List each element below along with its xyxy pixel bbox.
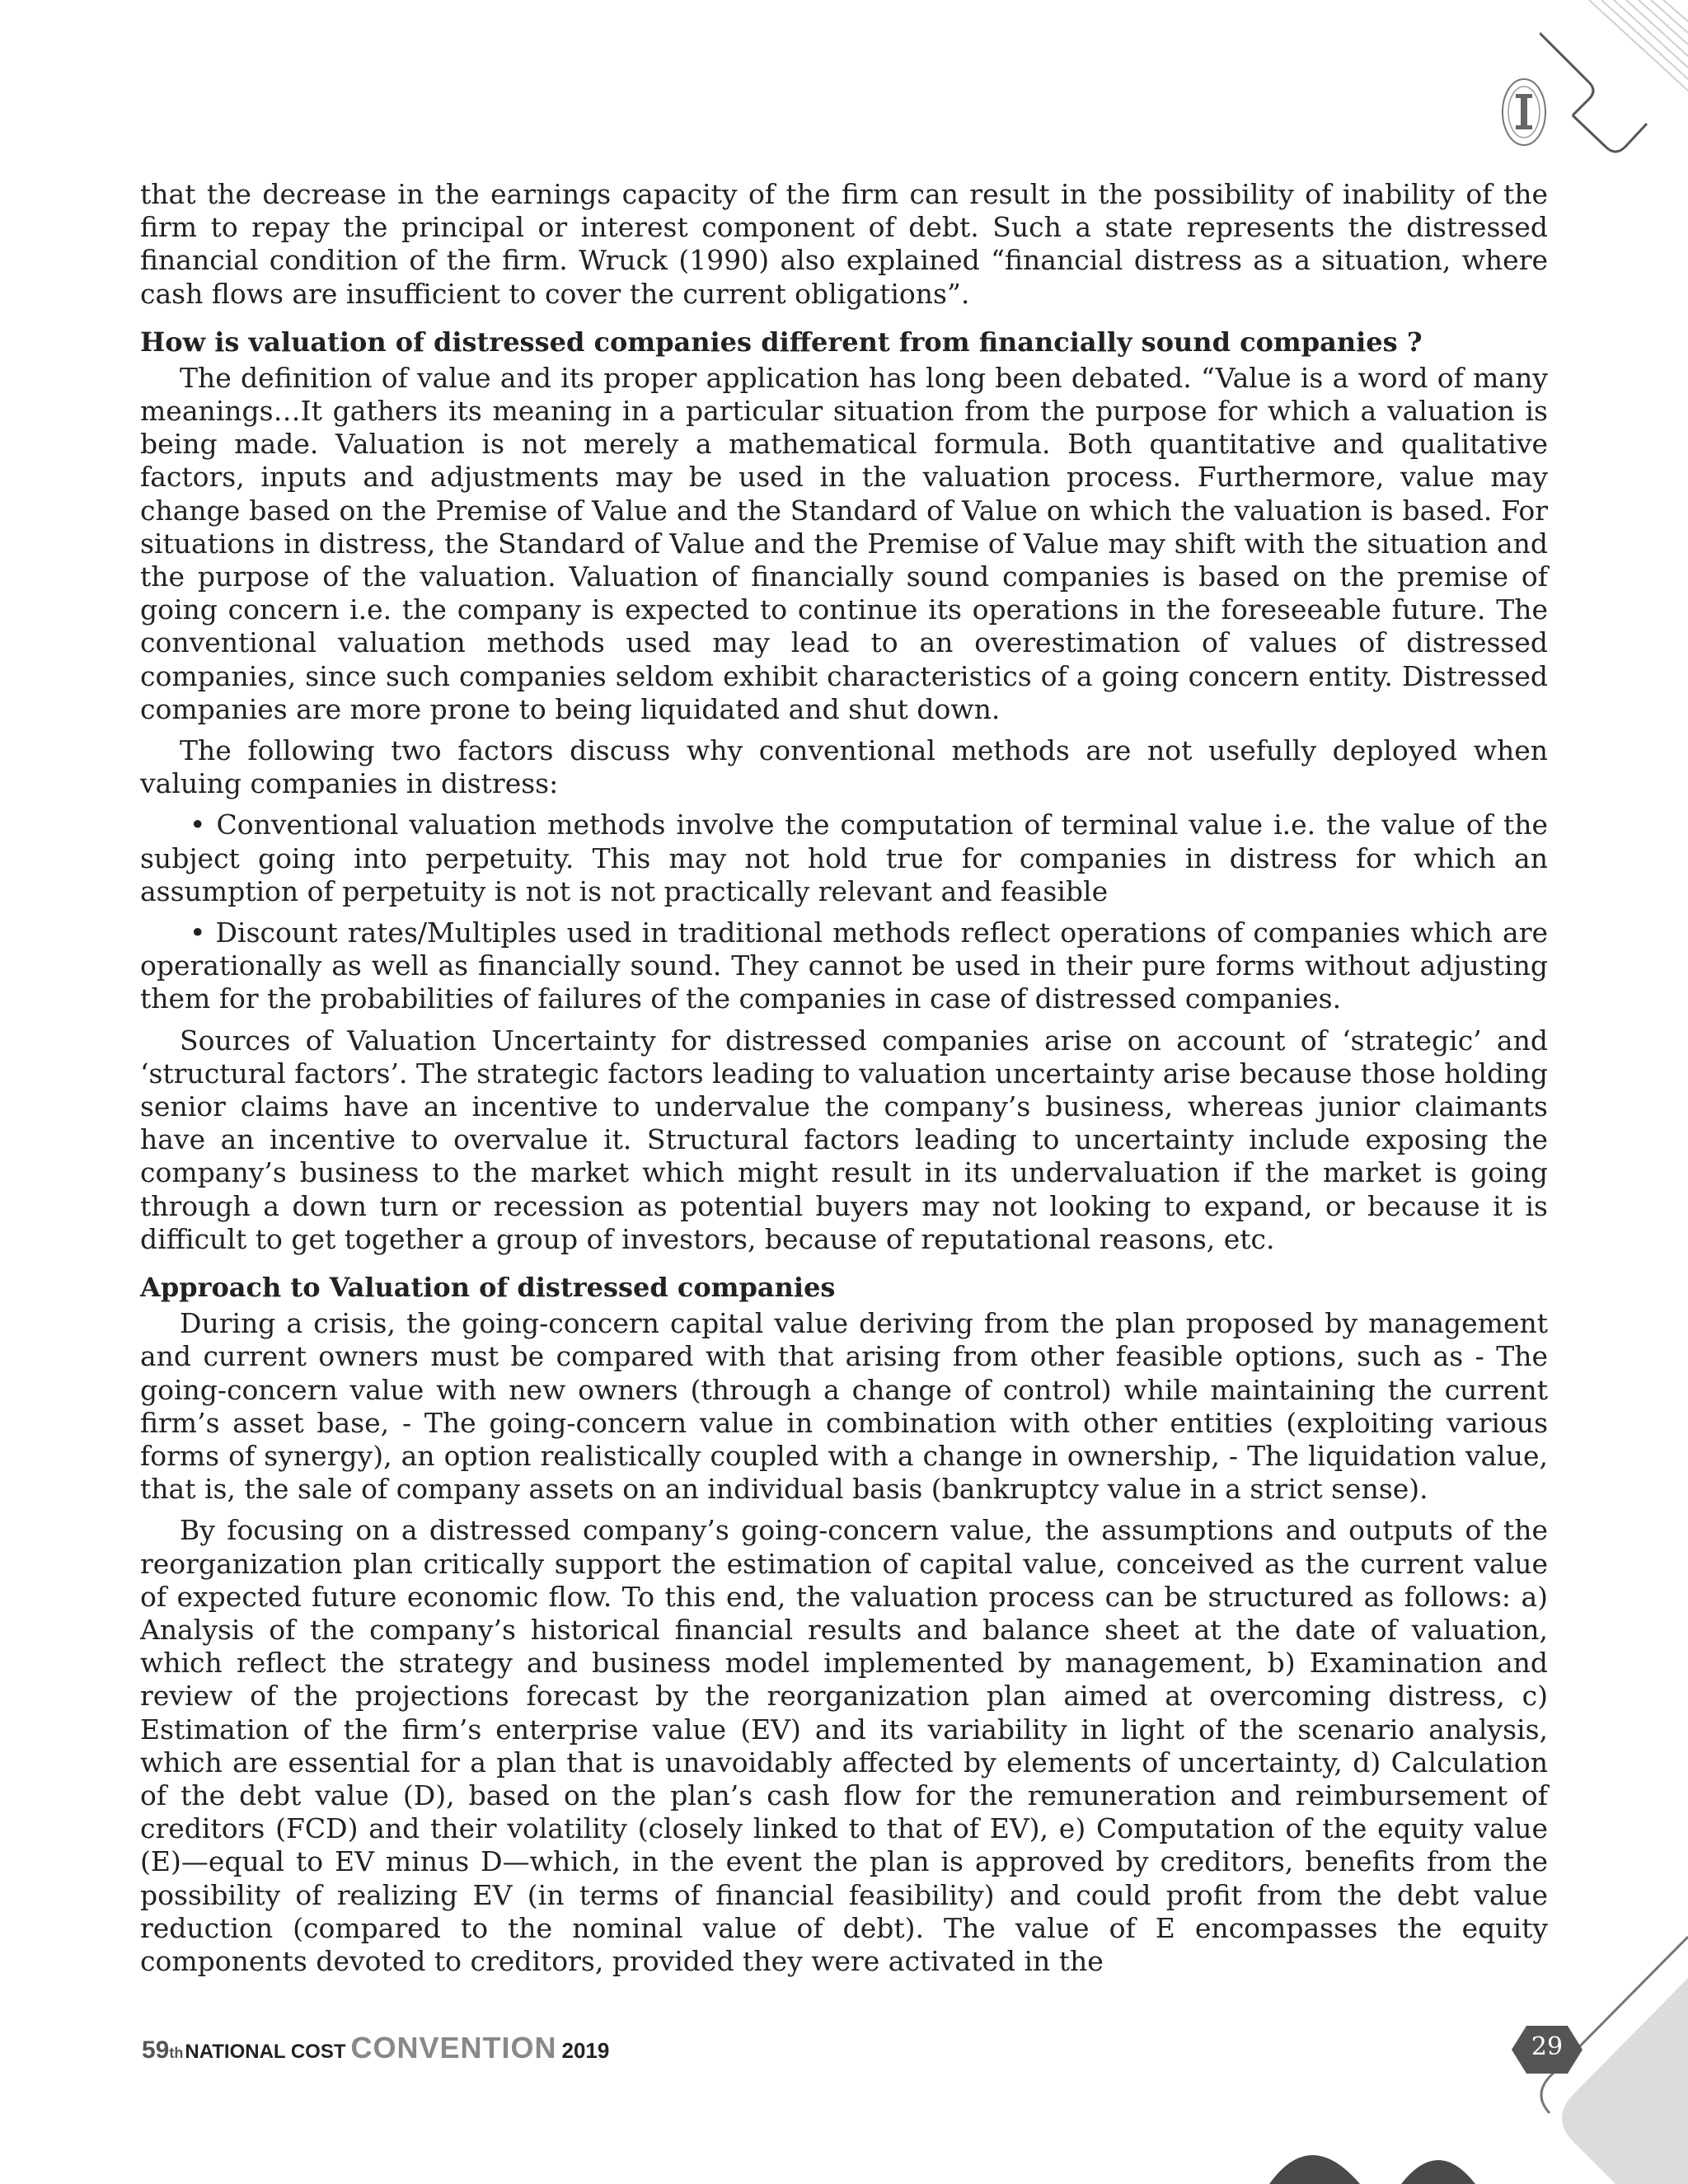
- paragraph-valuation-uncertainty: Sources of Valuation Uncertainty for distressed companies arise on account of ‘strategic’ and ‘structural factors’. The strategic factors leading to valuation uncertainty arise because those holding senior claims have an incentive to undervalue the company’s business, whereas junior claimants have an incentive to overvalue it. Structural factors leading to uncertainty include exposing the company’s business to the market which might result in its undervaluation if the market is going through a down turn or recession as potential buyers may not looking to expand, or because it is difficult to get together a group of investors, because of reputational reasons, etc.: [140, 1024, 1548, 1255]
- edition-suffix: th: [169, 2045, 184, 2061]
- paragraph-definition-of-value: The definition of value and its proper application has long been debated. “Value is a word of many meanings…It gathers its meaning in a particular situation from the purpose for which a valuation is being made. Valuation is not merely a mathematical formula. Both quantitative and qualitative factors, inputs and adjustments may be used in the valuation process. Furthermore, value may change based on the Premise of Value and the Standard of Value on which the valuation is based. For situations in distress, the Standard of Value and the Premise of Value may shift with the situation and the purpose of the valuation. Valuation of financially sound companies is based on the premise of going concern i.e. the company is expected to continue its operations in the foreseeable future. The conventional valuation methods used may lead to an overestimation of values of distressed companies, since such companies seldom exhibit characteristics of a going concern entity. Distressed companies are more prone to being liquidated and shut down.: [140, 361, 1548, 725]
- article-body: [140, 178, 1548, 1986]
- convention-label: CONVENTION: [350, 2031, 557, 2064]
- bullet-discount-rates: • Discount rates/Multiples used in traditional methods reflect operations of companies which are operationally as well as financially sound. They cannot be used in their pure forms without adjusting them for the probabilities of failures of the companies in case of distressed companies.: [140, 916, 1548, 1015]
- edition-number: 59: [142, 2036, 170, 2064]
- institute-seal-icon: [1498, 74, 1550, 157]
- national-cost-label: NATIONAL COST: [185, 2041, 346, 2063]
- paragraph-valuation-process: By focusing on a distressed company’s going-concern value, the assumptions and outputs of the reorganization plan critically support the estimation of capital value, conceived as the current value of expected future economic flow. To this end, the valuation process can be structured as follows: a) Analysis of the company’s historical financial results and balance sheet at the date of valuation, which reflect the strategy and business model implemented by management, b) Examination and review of the projections forecast by the reorganization plan aimed at overcoming distress, c) Estimation of the firm’s enterprise value (EV) and its variability in light of the scenario analysis, which are essential for a plan that is unavoidably affected by elements of uncertainty, d) Calculation of the debt value (D), based on the plan’s cash flow for the remuneration and reimbursement of creditors (FCD) and their volatility (closely linked to that of EV), e) Computation of the equity value (E)—equal to EV minus D—which, in the event the plan is approved by creditors, benefits from the possibility of realizing EV (in terms of financial feasibility) and could profit from the debt value reduction (compared to the nominal value of debt). The value of E encompasses the equity components devoted to creditors, provided they were activated in the: [140, 1514, 1548, 1977]
- bullet-terminal-value: • Conventional valuation methods involve the computation of terminal value i.e. the value of the subject going into perpetuity. This may not hold true for companies in distress for which an assumption of perpetuity is not is not practically relevant and feasible: [140, 808, 1548, 907]
- corner-decoration-bottom: [1236, 1920, 1688, 2184]
- convention-year: 2019: [561, 2038, 610, 2063]
- section-heading-valuation-difference: How is valuation of distressed companies different from financially sound companies ?: [140, 326, 1423, 358]
- section-heading-approach: Approach to Valuation of distressed companies: [140, 1272, 836, 1304]
- paragraph-crisis-going-concern: During a crisis, the going-concern capital value deriving from the plan proposed by management and current owners must be compared with that arising from other feasible options, such as - The going-concern value with new owners (through a change of control) while maintaining the current firm’s asset base, - The going-concern value in combination with other entities (exploiting various forms of synergy), an option realistically coupled with a change in ownership, - The liquidation value, that is, the sale of company assets on an individual basis (bankruptcy value in a strict sense).: [140, 1307, 1548, 1506]
- paragraph-continuation: that the decrease in the earnings capacity of the firm can result in the possibility of inability of the firm to repay the principal or interest component of debt. Such a state represents the distressed financial condition of the firm. Wruck (1990) also explained “financial distress as a situation, where cash flows are insufficient to cover the current obligations”.: [140, 178, 1548, 310]
- convention-logo: [142, 2031, 609, 2067]
- paragraph-two-factors: The following two factors discuss why conventional methods are not usefully deployed when valuing companies in distress:: [140, 734, 1548, 800]
- page-number: 29: [1531, 2032, 1564, 2061]
- corner-decoration-top: [1540, 0, 1688, 165]
